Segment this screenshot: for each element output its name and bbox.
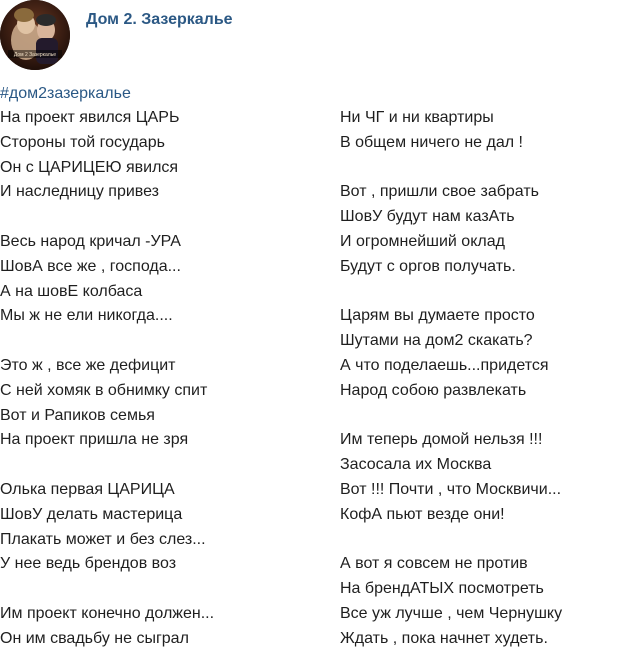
poem-line: Он с ЦАРИЦЕЮ явился (0, 158, 179, 176)
poem-line: С ней хомяк в обнимку спит (0, 381, 208, 399)
poem-line: Олька первая ЦАРИЦА (0, 480, 175, 498)
poem-line: Вот и Рапиков семья (0, 406, 155, 424)
poem-line: В общем ничего не дал ! (340, 133, 523, 151)
poem-line: Шутами на дом2 скакать? (340, 332, 533, 350)
poem-line: ШовУ будут нам казАть (340, 208, 515, 226)
poem-line: Им проект конечно должен... (0, 604, 215, 622)
poem-line: Им теперь домой нельзя !!! (340, 431, 543, 449)
poem-line: ШовА все же , господа... (0, 257, 181, 275)
poem-line: У нее ведь брендов воз (0, 555, 177, 573)
poem-stanza-gap (340, 528, 638, 553)
poem-line: Ни ЧГ и ни квартиры (340, 109, 494, 126)
poem-stanza-gap (0, 205, 320, 230)
poem-line: На проект пришла не зря (0, 431, 189, 449)
poem-line: Засосала их Москва (340, 456, 492, 474)
poem-stanza-gap (0, 453, 320, 478)
poem-line: ШовУ делать мастерица (0, 505, 183, 523)
poem-stanza-gap (340, 156, 638, 181)
poem-line: И огромнейший оклад (340, 232, 505, 250)
poem-line: Весь народ кричал -УРА (0, 232, 181, 250)
poem-line: А вот я совсем не против (340, 555, 528, 573)
poem-line: Ждать , пока начнет худеть. (340, 629, 548, 647)
poem-line: А что поделаешь...придется (340, 356, 549, 374)
poem-line: Он им свадьбу не сыграл (0, 629, 189, 647)
poem-line: Народ собою развлекать (340, 381, 527, 399)
poem-line: На проект явился ЦАРЬ (0, 109, 180, 126)
poem-line: Это ж , все же дефицит (0, 356, 176, 374)
poem-stanza-gap (340, 404, 638, 429)
hashtag-link[interactable]: #дом2зазеркалье (0, 85, 131, 102)
poem-line: И наследницу привез (0, 183, 159, 201)
poem-column-left (0, 106, 320, 652)
poem-stanza-gap (0, 577, 320, 602)
poem-stanza-gap (340, 280, 638, 305)
community-name-link[interactable]: Дом 2. Зазеркалье (86, 11, 233, 28)
community-avatar[interactable] (0, 0, 70, 70)
poem-column-right (340, 106, 638, 652)
poem-line: Стороны той государь (0, 133, 165, 151)
poem-line: КофА пьют везде они! (340, 505, 505, 523)
poem-line: Мы ж не ели никогда.... (0, 307, 173, 325)
poem-line: Царям вы думаете просто (340, 307, 535, 325)
poem-line: Вот !!! Почти , что Москвичи... (340, 480, 562, 498)
poem-stanza-gap (0, 329, 320, 354)
avatar-caption: Дом 2 Зазеркалье (13, 52, 57, 58)
post-header (0, 0, 640, 78)
poem-line: А на шовЕ колбаса (0, 282, 143, 300)
avatar-image (0, 0, 70, 70)
poem-line: На брендАТЫХ посмотреть (340, 580, 544, 598)
poem-line: Вот , пришли свое забрать (340, 183, 540, 201)
poem-line: Плакать может и без слез... (0, 530, 206, 548)
poem-line: Все уж лучше , чем Чернушку (340, 604, 563, 622)
poem-line: Будут с оргов получать. (340, 257, 516, 275)
